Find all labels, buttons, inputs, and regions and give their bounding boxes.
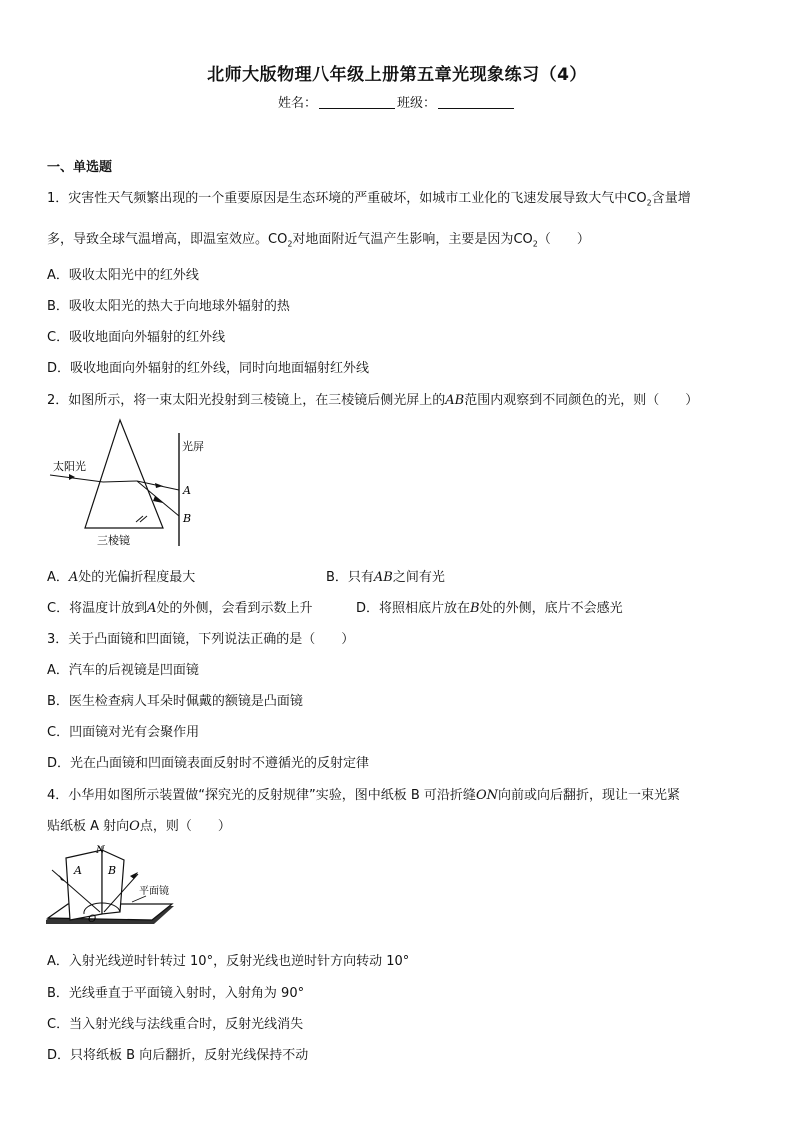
reflection-figure (44, 842, 184, 934)
incident-ray (50, 475, 103, 482)
q1-option-d[interactable]: D．吸收地面向外辐射的红外线，同时向地面辐射红外线 (47, 361, 370, 376)
q4-stem-line1: 4．小华用如图所示装置做“探究光的反射规律”实验，图中纸板 B 可沿折缝ON向前或向后翻折，现让一束光紧 (47, 788, 680, 803)
prism-shape (85, 420, 163, 528)
name-blank[interactable] (319, 96, 395, 109)
point-a-label: A (183, 484, 191, 497)
q2-option-c[interactable]: C．将温度计放到A处的外侧，会看到示数上升 (47, 601, 313, 616)
q1-co2-formula-3: $CO_2$ (513, 232, 538, 249)
ray-a-arrow (155, 483, 163, 488)
q1-co2-formula-2: $CO_2$ (268, 232, 293, 249)
prism-figure (45, 418, 220, 553)
sunlight-label: 太阳光 (53, 460, 86, 473)
label-n: N (96, 845, 105, 856)
q1-option-c[interactable]: C．吸收地面向外辐射的红外线 (47, 330, 226, 345)
q1-stem-line1: 1．灾害性天气频繁出现的一个重要原因是生态环境的严重破坏，如城市工业化的飞速发展导致大气中$CO_2$含量增 (47, 191, 691, 208)
name-label: 姓名： (277, 96, 317, 111)
point-b-label: B (183, 512, 192, 525)
q3-option-c[interactable]: C．凹面镜对光有会聚作用 (47, 725, 200, 740)
q4-stem-line2: 贴纸板 A 射向O点，则（ ） (47, 819, 231, 834)
q2-option-b[interactable]: B．只有AB之间有光 (326, 570, 445, 585)
q3-option-b[interactable]: B．医生检查病人耳朵时佩戴的额镜是凸面镜 (47, 694, 303, 709)
refracted-ray (103, 481, 137, 482)
q2-stem: 2．如图所示，将一束太阳光投射到三棱镜上，在三棱镜后侧光屏上的AB范围内观察到不同颜色的光，则（ ） (47, 393, 699, 408)
incident-arrow-q4 (59, 875, 66, 882)
label-a: A (74, 864, 82, 877)
q1-co2-formula: $CO_2$ (627, 191, 652, 208)
student-info (0, 92, 794, 111)
class-label: 班级： (397, 96, 437, 111)
label-o: O (88, 914, 97, 925)
q4-option-c[interactable]: C．当入射光线与法线重合时，反射光线消失 (47, 1017, 304, 1032)
ray-b-arrow (153, 496, 163, 503)
q1-option-a[interactable]: A．吸收太阳光中的红外线 (47, 268, 199, 283)
mirror-label: 平面镜 (139, 886, 169, 897)
q4-option-d[interactable]: D．只将纸板 B 向后翻折，反射光线保持不动 (47, 1048, 309, 1063)
q3-option-a[interactable]: A．汽车的后视镜是凹面镜 (47, 663, 199, 678)
q4-option-b[interactable]: B．光线垂直于平面镜入射时，入射角为 90° (47, 986, 305, 1001)
q1-stem-line2: 多，导致全球气温增高，即温室效应。$CO_2$对地面附近气温产生影响，主要是因为$CO_2$（ ） (47, 232, 590, 249)
section-title: 一、单选题 (47, 160, 113, 175)
q1-option-b[interactable]: B．吸收太阳光的热大于向地球外辐射的热 (47, 299, 290, 314)
label-b: B (108, 864, 117, 877)
screen-label: 光屏 (182, 440, 204, 453)
hatch-mark-1 (136, 516, 143, 522)
q4-option-a[interactable]: A．入射光线逆时针转过 10°，反射光线也逆时针方向转动 10° (47, 954, 410, 969)
page-title: 北师大版物理八年级上册第五章光现象练习（4） (207, 65, 587, 85)
q3-stem: 3．关于凸面镜和凹面镜，下列说法正确的是（ ） (47, 632, 355, 647)
hatch-mark-2 (140, 516, 147, 522)
prism-label: 三棱镜 (97, 534, 130, 547)
q3-option-d[interactable]: D．光在凸面镜和凹面镜表面反射时不遵循光的反射定律 (47, 756, 370, 771)
board-b (102, 850, 124, 914)
class-blank[interactable] (438, 96, 514, 109)
q2-option-d[interactable]: D．将照相底片放在B处的外侧，底片不会感光 (356, 601, 623, 616)
q2-option-a[interactable]: A．A处的光偏折程度最大 (47, 570, 196, 585)
incident-arrow (69, 474, 75, 480)
